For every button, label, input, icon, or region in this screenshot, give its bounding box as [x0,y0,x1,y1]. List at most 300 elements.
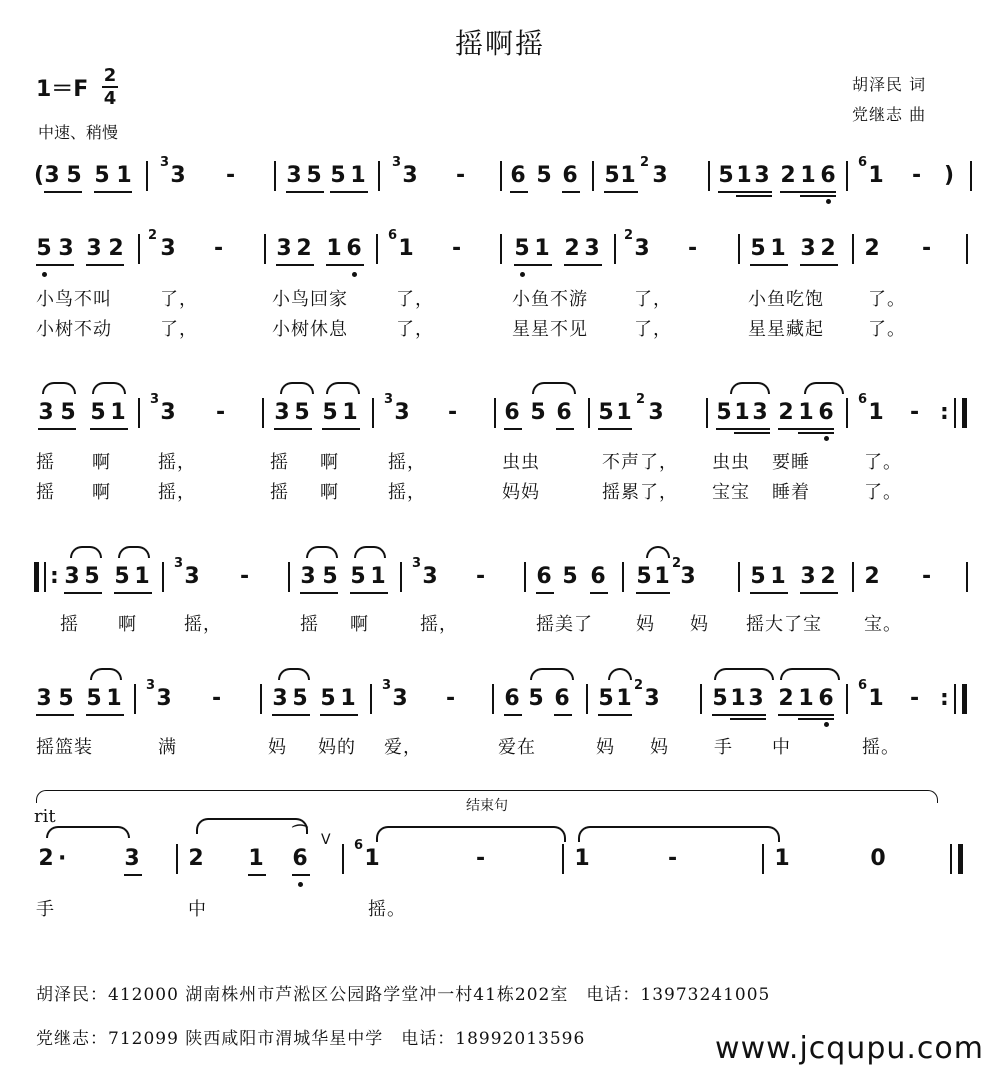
note: 3 [286,163,302,188]
lyric-4-3: 摇， [184,614,222,635]
beam [734,432,770,434]
barline [562,844,564,874]
barline [146,161,148,191]
beam [124,874,142,876]
note: 5 [320,686,336,711]
note: 0 [870,846,886,871]
lyric-3a-6: 摇， [388,452,426,473]
beam [350,592,388,594]
octave-dot [352,272,357,277]
grace-note: 2 [672,556,682,571]
note: 5 [636,564,652,589]
dash: - [226,163,236,188]
note: 5 [306,163,322,188]
note: 3 [752,400,768,425]
lyric-2b-7: 星星藏起 [748,319,824,340]
note: 3 [124,846,140,871]
lyric-3a-3: 摇， [158,452,196,473]
barline [138,234,140,264]
grace-note: 3 [412,556,422,571]
dash: - [446,686,456,711]
note: 3 [276,236,292,261]
barline [492,684,494,714]
dash: - [452,236,462,261]
note: 5 [604,163,620,188]
note: 5 [598,400,614,425]
beam [86,714,124,716]
lyric-2b-4: 了， [396,319,434,340]
barline [846,684,848,714]
lyric-4-6: 摇， [420,614,458,635]
lyric-2a-2: 了， [160,289,198,310]
beam [750,592,788,594]
lyric-3a-2: 啊 [92,452,111,473]
beam [750,264,788,266]
slur [42,382,76,394]
lyric-3b-5: 啊 [320,482,339,503]
note: 3 [36,686,52,711]
slur [92,382,126,394]
beam [94,191,132,193]
note: 3 [422,564,438,589]
barline [494,398,496,428]
note: 1 [868,400,884,425]
barline [586,684,588,714]
dot-augment: · [58,846,67,871]
lyric-4-7: 摇美了 [536,614,593,635]
barline [852,562,854,592]
note: 2 [820,236,836,261]
slur [532,382,576,394]
barline [176,844,178,874]
dash: - [668,846,678,871]
note: 2 [564,236,580,261]
note: 3 [680,564,696,589]
beam [286,191,324,193]
slur [804,382,844,394]
note: 6 [590,564,606,589]
note: 1 [534,236,550,261]
barline [592,161,594,191]
grace-note: 6 [858,392,868,407]
note: 1 [350,163,366,188]
barline [954,398,956,428]
note: 3 [584,236,600,261]
barline [970,161,972,191]
lyric-3a-7: 虫虫 [502,452,540,473]
slur [70,546,102,558]
lyric-3a-8: 不声了， [602,452,678,473]
note: 2 [778,400,794,425]
final-barline [34,562,39,592]
beam [778,428,834,430]
note: 1 [110,400,126,425]
barline [738,234,740,264]
note: 1 [616,686,632,711]
dash: - [910,400,920,425]
note: 3 [184,564,200,589]
beam [636,592,670,594]
lyric-2b-2: 了， [160,319,198,340]
octave-dot [824,436,829,441]
beam [736,195,772,197]
note: 6 [820,163,836,188]
note: 3 [644,686,660,711]
lyric-6-2: 中 [188,899,207,920]
time-signature: 2 4 [103,65,117,109]
dash: - [214,236,224,261]
note: 5 [90,400,106,425]
beam [272,714,310,716]
note: 5 [350,564,366,589]
dash: - [456,163,466,188]
lyric-3a-11: 了。 [864,452,902,473]
note: 3 [634,236,650,261]
note: 1 [364,846,380,871]
note: 2 [778,686,794,711]
lyric-3a-5: 啊 [320,452,339,473]
lyric-4-1: 摇 [60,614,79,635]
close-paren: ) [944,163,955,188]
note: 5 [712,686,728,711]
lyric-2a-5: 小鱼不游 [512,289,588,310]
lyric-5-6: 爱在 [498,737,536,758]
barline [274,161,276,191]
barline [708,161,710,191]
lyric-3b-2: 啊 [92,482,111,503]
note: 1 [654,564,670,589]
note: 5 [66,163,82,188]
note: 1 [620,163,636,188]
note: 1 [616,400,632,425]
lyric-2b-6: 了， [634,319,672,340]
note: 5 [718,163,734,188]
footer-contact-lyricist: 胡泽民：412000 湖南株州市芦淞区公园路学堂冲一村41栋202室 电话：13973241005 [36,985,771,1005]
note: 1 [770,236,786,261]
note: 5 [536,163,552,188]
beam [556,428,574,430]
barline [134,684,136,714]
final-barline [958,844,963,874]
barline [162,562,164,592]
note: 2 [296,236,312,261]
note: 3 [38,400,54,425]
note: 2 [38,846,54,871]
note: 1 [798,686,814,711]
beam [564,264,602,266]
note: 3 [64,564,80,589]
note: 1 [868,686,884,711]
note: 3 [394,400,410,425]
barline [376,234,378,264]
watermark: www.jcqupu.com [715,1031,984,1066]
breath-mark: V [321,832,331,848]
lyric-2b-5: 星星不见 [512,319,588,340]
lyric-2a-1: 小鸟不叫 [36,289,112,310]
note: 6 [556,400,572,425]
key-signature: 1＝F [36,77,89,102]
note: 3 [272,686,288,711]
grace-note: 3 [160,155,170,170]
lyric-4-11: 宝。 [864,614,902,635]
lyric-3b-7: 妈妈 [502,482,540,503]
lyric-3a-10: 要睡 [772,452,810,473]
octave-dot [826,199,831,204]
note: 1 [734,400,750,425]
barline [44,562,46,592]
repeat-dots: : [940,400,949,425]
ending-label: 结束句 [466,798,508,814]
slur [646,546,670,558]
beam [798,432,834,434]
dash: - [476,846,486,871]
barline [260,684,262,714]
barline [588,398,590,428]
lyric-2a-6: 了， [634,289,672,310]
dash: - [240,564,250,589]
slur [306,546,338,558]
grace-note: 3 [382,678,392,693]
octave-dot [520,272,525,277]
lyric-3b-6: 摇， [388,482,426,503]
barline [966,234,968,264]
rit-marking: rit [34,806,56,827]
barline [846,398,848,428]
grace-note: 3 [384,392,394,407]
barline [500,234,502,264]
lyric-4-4: 摇 [300,614,319,635]
beam [780,191,836,193]
note: 1 [106,686,122,711]
note: 3 [748,686,764,711]
dash: - [922,564,932,589]
note: 3 [156,686,172,711]
barline [262,398,264,428]
beam [800,264,838,266]
beam [292,874,310,876]
slur [608,668,632,680]
beam [44,191,82,193]
beam [64,592,102,594]
note: 1 [730,686,746,711]
note: 5 [58,686,74,711]
dash: - [922,236,932,261]
note: 6 [536,564,552,589]
note: 2 [188,846,204,871]
beam [798,718,834,720]
note: 5 [84,564,100,589]
lyric-4-9: 妈 [690,614,709,635]
note: 5 [322,564,338,589]
note: 6 [504,400,520,425]
lyric-3b-1: 摇 [36,482,55,503]
grace-note: 6 [858,678,868,693]
note: 3 [392,686,408,711]
slur [530,668,574,680]
note: 6 [504,686,520,711]
beam [598,714,632,716]
note: 1 [774,846,790,871]
note: 3 [86,236,102,261]
note: 6 [292,846,308,871]
note: 3 [800,236,816,261]
barline [852,234,854,264]
lyric-2b-1: 小树不动 [36,319,112,340]
note: 1 [574,846,590,871]
note: 5 [86,686,102,711]
beam [36,714,74,716]
lyric-3b-11: 了。 [864,482,902,503]
barline [950,844,952,874]
dash: - [212,686,222,711]
beam [514,264,552,266]
lyric-3b-9: 宝宝 [712,482,750,503]
lyric-2a-4: 了， [396,289,434,310]
note: 6 [554,686,570,711]
lyric-5-11: 摇。 [862,737,900,758]
lyric-4-2: 啊 [118,614,137,635]
beam [716,428,770,430]
lyric-3b-3: 摇， [158,482,196,503]
beam [778,714,834,716]
note: 3 [800,564,816,589]
note: 2 [108,236,124,261]
barline [342,844,344,874]
note: 3 [402,163,418,188]
beam [90,428,128,430]
note: 3 [44,163,60,188]
slur [714,668,774,680]
beam [38,428,76,430]
beam [326,264,364,266]
barline [524,562,526,592]
barline [954,684,956,714]
grace-note: 2 [148,228,158,243]
grace-note: 2 [636,392,646,407]
lyric-4-8: 妈 [636,614,655,635]
barline [762,844,764,874]
note: 3 [754,163,770,188]
note: 3 [648,400,664,425]
lyric-5-8: 妈 [650,737,669,758]
lyricist-credit: 胡泽民 词 [852,75,927,94]
lyric-3b-10: 睡着 [772,482,810,503]
beam [598,428,632,430]
lyric-5-5: 爱， [384,737,422,758]
slur [280,382,314,394]
lyric-2b-3: 小树休息 [272,319,348,340]
note: 5 [562,564,578,589]
octave-dot [298,882,303,887]
lyric-4-5: 啊 [350,614,369,635]
lyric-5-9: 手 [714,737,733,758]
lyric-6-3: 摇。 [368,899,406,920]
barline [370,684,372,714]
lyric-5-3: 妈 [268,737,287,758]
beam [300,592,338,594]
octave-dot [824,722,829,727]
lyric-3a-9: 虫虫 [712,452,750,473]
note: 1 [116,163,132,188]
beam [330,191,368,193]
note: 3 [160,400,176,425]
slur [278,668,310,680]
dash: - [476,564,486,589]
grace-note: 3 [150,392,160,407]
note: 6 [510,163,526,188]
note: 6 [818,686,834,711]
note: 5 [36,236,52,261]
note: 1 [398,236,414,261]
barline [706,398,708,428]
beam [320,714,358,716]
final-barline [962,398,967,428]
octave-dot [42,272,47,277]
tie-arc [376,826,566,842]
note: 5 [750,236,766,261]
barline [846,161,848,191]
lyric-3a-4: 摇 [270,452,289,473]
beam [590,592,608,594]
lyric-3a-1: 摇 [36,452,55,473]
grace-note: 3 [146,678,156,693]
note: 2 [864,236,880,261]
beam [504,428,522,430]
grace-note: 6 [858,155,868,170]
note: 5 [528,686,544,711]
beam [800,592,838,594]
lyric-2a-3: 小鸟回家 [272,289,348,310]
composer-credit: 党继志 曲 [852,105,927,124]
lyric-5-2: 满 [158,737,177,758]
lyric-6-1: 手 [36,899,55,920]
repeat-dots: : [50,564,59,589]
beam [730,718,766,720]
note: 3 [652,163,668,188]
note: 5 [530,400,546,425]
slur [326,382,360,394]
dash: - [688,236,698,261]
lyric-3b-4: 摇 [270,482,289,503]
note: 1 [798,400,814,425]
slur [90,668,122,680]
note: 5 [750,564,766,589]
beam [604,191,638,193]
fermata: ⌒ [292,823,309,842]
note: 1 [868,163,884,188]
footer-contact-composer: 党继志：712099 陕西咸阳市渭城华星中学 电话：18992013596 [36,1029,586,1049]
note: 5 [598,686,614,711]
beam [86,264,124,266]
dash: - [448,400,458,425]
grace-note: 6 [388,228,398,243]
note: 1 [342,400,358,425]
slur [780,668,840,680]
tie-arc [578,826,780,842]
note: 2 [820,564,836,589]
lyric-5-4: 妈的 [318,737,356,758]
beam [276,264,314,266]
beam [322,428,360,430]
note: 5 [94,163,110,188]
note: 1 [370,564,386,589]
grace-note: 3 [392,155,402,170]
beam [712,714,766,716]
beam [800,195,836,197]
barline [738,562,740,592]
open-paren: ( [34,163,45,188]
beam [510,191,528,193]
